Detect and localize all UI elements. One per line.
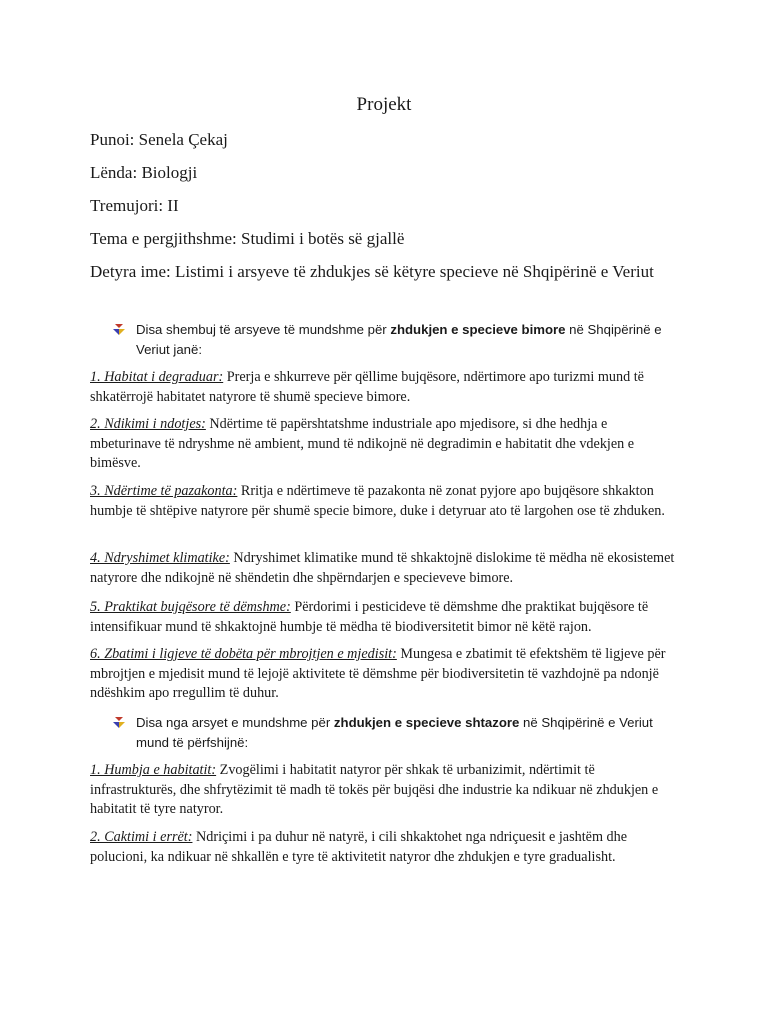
author-line: Punoi: Senela Çekaj [90,130,228,149]
plant-reason-5: 5. Praktikat bujqësore të dëmshme: Përdorimi i pesticideve të dëmshme dhe praktikat bujqësore të intensifikuar mund të shkaktojnë humbje të mëdha të biodiversitetit bimor në këtë rajon. [90,599,649,635]
animal-reason-1: 1. Humbja e habitatit: Zvogëlimi i habitatit natyror për shkak të urbanizimit, ndërtimit të infrastrukturës, dhe shfrytëzimit të madh të tokës për bujqësi dhe industrie ka ndikuar në zhdukjen e habitatit të tyre natyror. [90,762,659,817]
animal-reason-2: 2. Caktimi i errët: Ndriçimi i pa duhur në natyrë, i cili shkaktohet nga ndriçuesit e jashtëm dhe polucioni, ka ndikuar në shkallën e tyre të aktivitetit natyror dhe zhdukjen e tyre gradualisht. [90,829,628,865]
plant-reason-2: 2. Ndikimi i ndotjes: Ndërtime të papërshtatshme industriale apo mjedisore, si dhe hedhja e mbeturinave të ndryshme në ambient, mund të ndikojnë në degradimin e habitatit dhe vdekjen e bimësve. [90,416,635,471]
plant-reason-4: 4. Ndryshimet klimatike: Ndryshimet klimatike mund të shkaktojnë dislokime të mëdha në ekosistemet natyrore dhe ndikojnë në shëndetin dhe shpërndarjen e specieveve bimore. [90,550,675,586]
plant-reason-3: 3. Ndërtime të pazakonta: Rritja e ndërtimeve të pazakonta në zonat pyjore apo bujqësore shkakton humbje të shtëpive natyrore për shumë specie bimore, duke i detyruar ato të largohen ose të zhduken. [90,483,665,519]
animals-intro: Disa nga arsyet e mundshme për zhdukjen e specieve shtazore në Shqipërinë e Veriut mund të përfshijnë: [136,715,653,750]
term-line: Tremujori: II [90,196,179,215]
plants-intro: Disa shembuj të arsyeve të mundshme për zhdukjen e specieve bimore në Shqipërinë e Veriut janë: [136,322,662,357]
task-line: Detyra ime: Listimi i arsyeve të zhdukjes së këtyre specieve në Shqipërinë e Veriut [90,262,654,281]
theme-line: Tema e pergjithshme: Studimi i botës së gjallë [90,229,405,248]
document-title: Projekt [356,94,412,115]
plant-reason-6: 6. Zbatimi i ligjeve të dobëta për mbrojtjen e mjedisit: Mungesa e zbatimit të efektshëm të ligjeve për mbrojtjen e mjedisit mund të lejojë aktivitete të dëmshme për biodiversitetin të vazhdojnë pa ndonjë ndëshkim apo rregullim të duhur. [90,646,666,701]
plant-reason-1: 1. Habitat i degraduar: Prerja e shkurreve për qëllime bujqësore, ndërtimore apo turizmi mund të shkatërrojë habitatet natyrore të shumë specieve bimore. [90,369,644,405]
arrow-bullet-icon [112,716,126,730]
subject-line: Lënda: Biologji [90,163,198,182]
arrow-bullet-icon [112,323,126,337]
plants-intro-bold: zhdukjen e specieve bimore [390,322,566,337]
animals-intro-bold: zhdukjen e specieve shtazore [333,715,520,730]
